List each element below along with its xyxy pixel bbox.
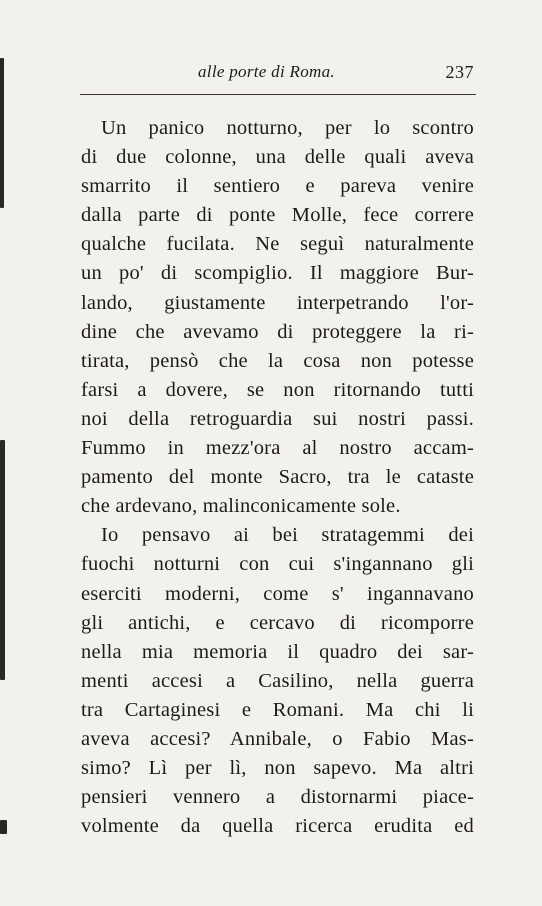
- text-line: qualche fucilata. Ne seguì naturalmente: [81, 233, 474, 256]
- text-line: aveva accesi? Annibale, o Fabio Mas-: [81, 727, 474, 750]
- paragraph: [81, 521, 474, 841]
- running-title: alle porte di Roma.: [198, 62, 335, 81]
- text-line: Fummo in mezz'ora al nostro accam-: [81, 437, 474, 460]
- page-number: 237: [445, 62, 474, 82]
- text-line: farsi a dovere, se non ritornando tutti: [81, 378, 474, 401]
- binding-edge-mark: [0, 440, 5, 680]
- text-line: un po' di scompiglio. Il maggiore Bur-: [81, 262, 474, 285]
- text-line: simo? Lì per lì, non sapevo. Ma altri: [81, 757, 474, 780]
- text-line: pamento del monte Sacro, tra le cataste: [81, 466, 474, 489]
- text-line: Un panico notturno, per lo scontro: [101, 117, 474, 139]
- text-line: lando, giustamente interpetrando l'or-: [81, 291, 474, 314]
- text-line: pensieri vennero a distornarmi piace-: [81, 786, 474, 809]
- page-header: [80, 60, 480, 88]
- text-line: menti accesi a Casilino, nella guerra: [81, 669, 474, 692]
- text-line: che ardevano, malinconicamente sole.: [81, 495, 401, 518]
- text-line: dalla parte di ponte Molle, fece correre: [81, 204, 474, 227]
- text-line: fuochi notturni con cui s'ingannano gli: [81, 553, 474, 576]
- body-text: [81, 114, 474, 841]
- text-line: dine che avevamo di proteggere la ri-: [81, 320, 474, 343]
- text-line: di due colonne, una delle quali aveva: [81, 146, 474, 169]
- text-line: eserciti moderni, come s' ingannavano: [81, 582, 474, 605]
- text-line: noi della retroguardia sui nostri passi.: [81, 407, 474, 430]
- text-line: tra Cartaginesi e Romani. Ma chi li: [81, 698, 474, 721]
- text-line: tirata, pensò che la cosa non potesse: [81, 349, 474, 372]
- text-line: nella mia memoria il quadro dei sar-: [81, 640, 474, 663]
- text-line: volmente da quella ricerca erudita ed: [81, 815, 474, 838]
- header-rule: [80, 94, 476, 95]
- binding-edge-mark: [0, 58, 4, 208]
- paragraph: [81, 114, 474, 521]
- text-line: smarrito il sentiero e pareva venire: [81, 175, 474, 198]
- binding-edge-mark: [0, 820, 7, 834]
- text-line: Io pensavo ai bei stratagemmi dei: [101, 524, 474, 547]
- text-line: gli antichi, e cercavo di ricomporre: [81, 611, 474, 634]
